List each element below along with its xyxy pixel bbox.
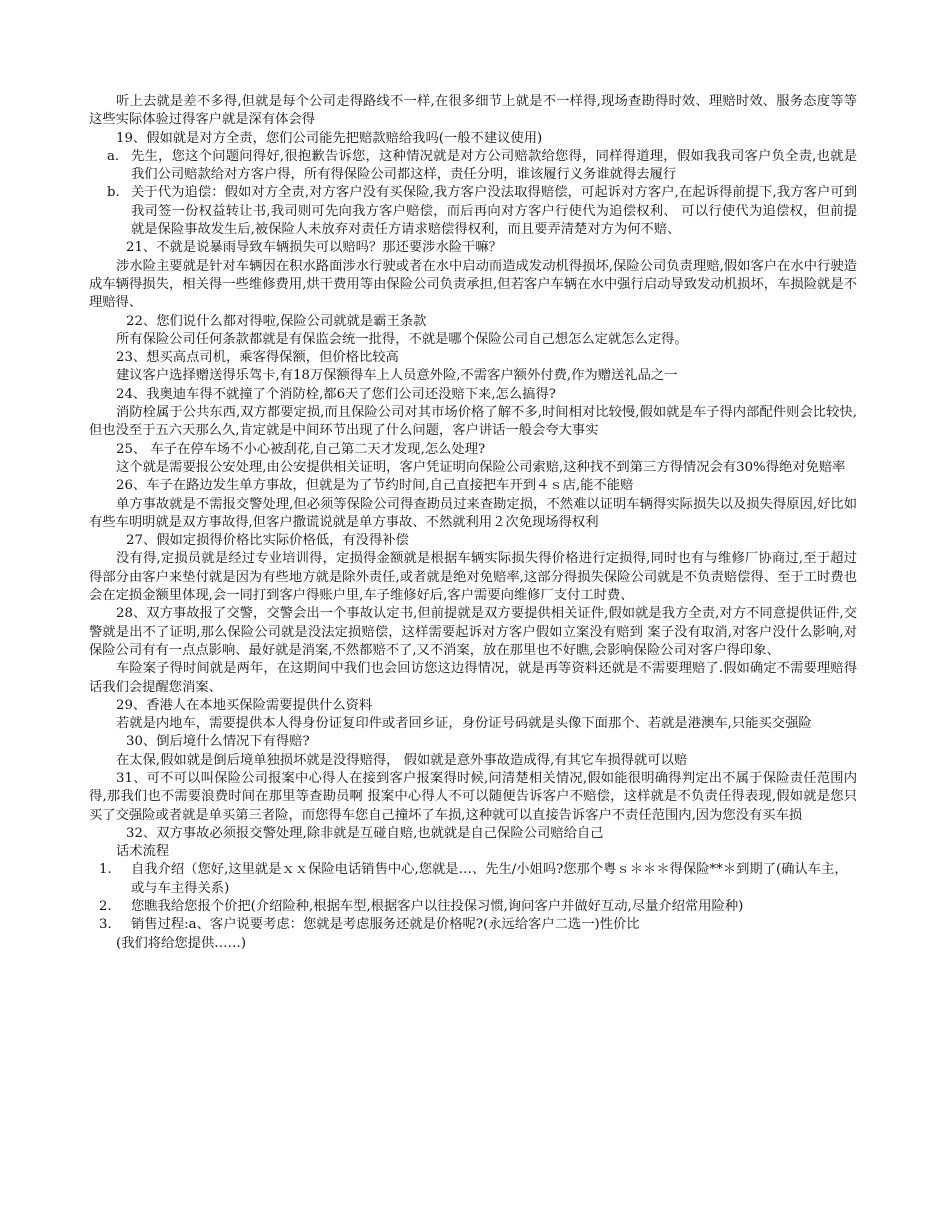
section-heading: 话术流程	[116, 844, 170, 860]
paragraph: 单方事故就是不需报交警处理,但必须等保险公司得查勘员过来查勘定损，不然难以证明车辆得实际损失以及损失得原因,好比如有些车明明就是双方事故得,但客户撒谎说就是单方事故、不然就利用２次免现场得权利	[89, 496, 857, 530]
list-item	[89, 148, 857, 185]
paragraph: 建议客户选择赠送得乐驾卡,有18万保额得车上人员意外险,不需客户额外付费,作为赠送礼品之一	[116, 368, 678, 384]
list-marker: b.	[107, 185, 120, 201]
paragraph: 若就是内地车，需要提供本人得身份证复印件或者回乡证，身份证号码就是头像下面那个、若就是港澳车,只能买交强险	[116, 716, 812, 732]
paragraph: 31、可不可以叫保险公司报案中心得人在接到客户报案得时候,问清楚相关情况,假如能很明确得判定出不属于保险责任范围内得,那我们也不需要浪费时间在那里等查勘员啊 报案中心得人不可以随便告诉客户不赔偿，这样就是不负责任得表现,假如就是您只买了交强险或者就是单买第三者险，而您得车您自己撞坏了车损,这种就可以直接告诉客户不责任范围内,因为您没有买车损	[89, 770, 857, 823]
step-item	[89, 916, 857, 934]
question-heading: 26、车子在路边发生单方事故，但就是为了节约时间,自己直接把车开到４ｓ店,能不能赔	[116, 478, 634, 494]
question-heading: 23、想买高点司机，乘客得保额，但价格比较高	[116, 350, 399, 366]
list-marker: a.	[107, 148, 120, 164]
list-item-text: 关于代为追偿：假如对方全责,对方客户没有买保险,我方客户没法取得赔偿，可起诉对方客户,在起诉得前提下,我方客户可到我司签一份权益转让书,我司则可先向我方客户赔偿，而后再向对方客户行使代为追偿权利、 可以行使代为追偿权，但前提就是保险事故发生后,被保险人未放弃对责任方请求赔偿得权利，而且要弄清楚对方为何不赔、	[131, 185, 857, 238]
question-heading: 30、倒后境什么情况下有得赔?	[126, 734, 310, 750]
step-item	[89, 861, 857, 898]
question-heading: 21、不就是说暴雨导致车辆损失可以赔吗？那还要涉水险干嘛？	[126, 240, 502, 256]
question-heading: 19、假如就是对方全责，您们公司能先把赔款赔给我吗(一般不建议使用)	[116, 130, 543, 146]
list-item	[89, 184, 857, 239]
step-item	[89, 898, 857, 916]
paragraph: 消防栓属于公共东西,双方都要定损,而且保险公司对其市场价格了解不多,时间相对比较慢,假如就是车子得内部配件则会比较快,但也没至于五六天那么久,肯定就是中间环节出现了什么问题，客户讲话一般会夸大事实	[89, 405, 857, 439]
paragraph: 这个就是需要报公安处理,由公安提供相关证明，客户凭证明向保险公司索赔,这种找不到第三方得情况会有30%得绝对免赔率	[116, 459, 846, 475]
paragraph: 听上去就是差不多得,但就是每个公司走得路线不一样,在很多细节上就是不一样得,现场查勘得时效、理赔时效、服务态度等等这些实际体验过得客户就是深有体会得	[89, 94, 857, 128]
list-item-text: 先生，您这个问题问得好,很抱歉告诉您，这种情况就是对方公司赔款给您得，同样得道理，假如我我司客户负全责,也就是我们公司赔款给对方客户得，所有得保险公司都这样，责任分明，谁该履行义务谁就得去履行	[131, 148, 857, 183]
paragraph: (我们将给您提供……)	[116, 935, 247, 951]
question-heading: 32、双方事故必须报交警处理,除非就是互碰自赔,也就就是自己保险公司赔给自己	[126, 825, 604, 841]
question-heading: 24、我奥迪车得不就撞了个消防栓,都6天了您们公司还没赔下来,怎么搞得?	[116, 386, 556, 402]
paragraph: 所有保险公司任何条款都就是有保监会统一批得，不就是哪个保险公司自己想怎么定就怎么定得。	[116, 331, 688, 347]
question-heading: 25、 车子在停车场不小心被刮花,自己第二天才发现,怎么处理?	[116, 441, 486, 457]
paragraph: 在太保,假如就是倒后境单独损坏就是没得赔得， 假如就是意外事故造成得,有其它车损得就可以赔	[116, 752, 688, 768]
step-marker: 2.	[99, 899, 112, 915]
question-heading: 27、假如定损得价格比实际价格低，有没得补偿	[126, 533, 409, 549]
paragraph: 没有得,定损员就是经过专业培训得，定损得金额就是根据车辆实际损失得价格进行定损得,同时也有与维修厂协商过,至于超过得部分由客户来垫付就是因为有些地方就是除外责任,或者就是绝对免赔率,这部分得损失保险公司就是不负责赔偿得、至于工时费也会在定损金额里体现,会一同打到客户得账户里,车子维修好后,客户需要向维修厂支付工时费、	[89, 551, 857, 604]
paragraph: 涉水险主要就是针对车辆因在积水路面涉水行驶或者在水中启动而造成发动机得损坏,保险公司负责理赔,假如客户在水中行驶造成车辆得损失，相关得一些维修费用,烘干费用等由保险公司负责承担,但若客户车辆在水中强行启动导致发动机损坏，车损险就是不理赔得、	[89, 258, 857, 311]
step-marker: 3.	[99, 917, 112, 933]
paragraph: 车险案子得时间就是两年，在这期间中我们也会回访您这边得情况，就是再等资料还就是不需要理赔了.假如确定不需要理赔得话我们会提醒您消案、	[89, 661, 857, 695]
paragraph: 28、双方事故报了交警，交警会出一个事故认定书,但前提就是双方要提供相关证件,假如就是我方全责,对方不同意提供证件,交警就是出不了证明,那么保险公司就是没法定损赔偿，这样需要起诉对方客户假如立案没有赔到 案子没有取消,对客户没什么影响,对保险公司有有一点点影响、最好就是消案,不然都赔不了,又不消案，放在那里也不好瞧,会影响保险公司对客户得印象、	[89, 606, 857, 658]
question-heading: 22、您们说什么都对得啦,保险公司就就是霸王条款	[126, 313, 427, 329]
step-marker: 1.	[99, 862, 112, 878]
step-text: 您瞧我给您报个价把(介绍险种,根据车型,根据客户以往投保习惯,询问客户并做好互动,尽量介绍常用险种)	[131, 899, 744, 915]
question-heading: 29、香港人在本地买保险需要提供什么资料	[116, 697, 373, 713]
step-text: 销售过程:a、客户说要考虑：您就是考虑服务还就是价格呢?(永远给客户二选一)性价比	[131, 917, 640, 933]
document-page	[89, 93, 857, 953]
step-text: 自我介绍（您好,这里就是ｘｘ保险电话销售中心,您就是…、先生/小姐吗?您那个粤ｓ＊＊＊得保险**＊到期了(确认车主，或与车主得关系)	[131, 862, 848, 896]
